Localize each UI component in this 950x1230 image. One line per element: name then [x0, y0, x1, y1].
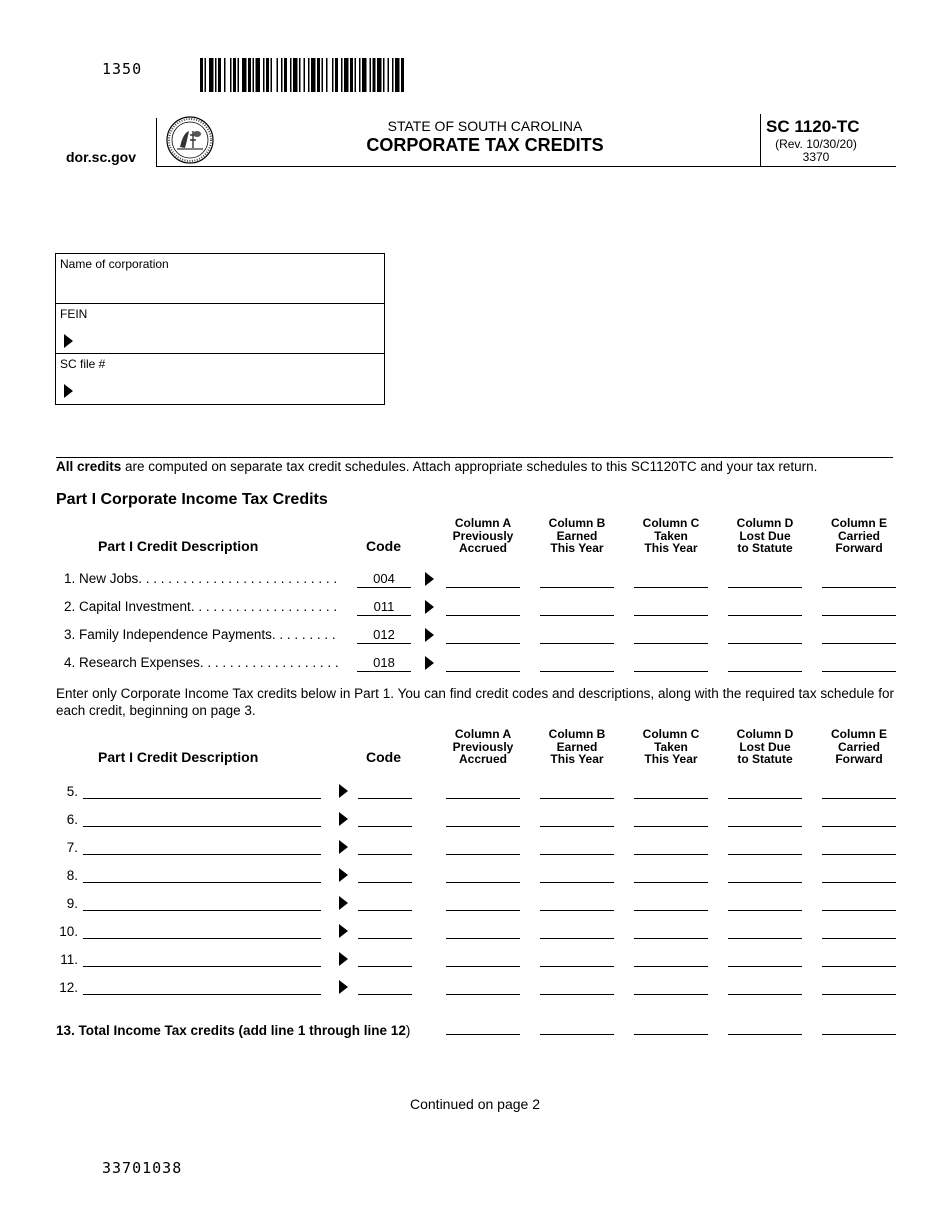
description-header: Part I Credit Description: [98, 749, 259, 765]
barcode-bar: [266, 58, 269, 92]
arrow-icon: [425, 656, 434, 670]
line-10-column-d-entry[interactable]: [728, 938, 802, 939]
line-number: 8.: [66, 868, 78, 883]
line-8-code-entry[interactable]: [358, 882, 412, 883]
line-9-code-entry[interactable]: [358, 910, 412, 911]
instruction-note: Enter only Corporate Income Tax credits below in Part 1. You can find credit codes and descriptions, along with the required tax schedule for each credit, beginning on page 3.: [56, 686, 894, 718]
column-header-line: to Statute: [737, 541, 793, 555]
line-13-column-b-entry[interactable]: [540, 1034, 614, 1035]
barcode-bar: [377, 58, 382, 92]
column-header: [720, 728, 810, 766]
column-header-line: Column A: [454, 516, 512, 530]
fein-label: FEIN: [60, 307, 88, 321]
barcode-bar: [388, 58, 390, 92]
line-11-code-entry[interactable]: [358, 966, 412, 967]
line-11-column-c-entry[interactable]: [634, 966, 708, 967]
code-header: Code: [366, 538, 401, 554]
barcode-bar: [218, 58, 221, 92]
line-5-column-e-entry[interactable]: [822, 798, 896, 799]
line-10-column-e-entry[interactable]: [822, 938, 896, 939]
line-2-column-d-entry[interactable]: [728, 615, 802, 616]
column-header-line: Column C: [642, 516, 700, 530]
barcode-bar: [242, 58, 247, 92]
line-13-column-a-entry[interactable]: [446, 1034, 520, 1035]
barcode-bar: [200, 58, 203, 92]
barcode-bar: [332, 58, 334, 92]
line-12-column-b-entry[interactable]: [540, 994, 614, 995]
line-6-description-entry[interactable]: [83, 826, 321, 827]
line-4-column-c-entry[interactable]: [634, 671, 708, 672]
line-10-column-b-entry[interactable]: [540, 938, 614, 939]
column-header-line: Column E: [831, 727, 887, 741]
barcode-bar: [281, 58, 283, 92]
arrow-icon: [425, 628, 434, 642]
line-1-column-c-entry[interactable]: [634, 587, 708, 588]
column-header-line: Earned: [556, 528, 598, 543]
line-number: 9.: [66, 896, 78, 911]
barcode-bar: [277, 58, 279, 92]
identification-box: [55, 253, 385, 405]
line-8-description-entry[interactable]: [83, 882, 321, 883]
description-header: Part I Credit Description: [98, 538, 259, 554]
barcode-bar: [209, 58, 214, 92]
line-6-column-c-entry[interactable]: [634, 826, 708, 827]
line-12-column-c-entry[interactable]: [634, 994, 708, 995]
line-number: 10.: [59, 924, 78, 939]
form-number: 1350: [102, 60, 143, 78]
column-header-line: Column C: [642, 727, 700, 741]
barcode: [200, 58, 470, 92]
arrow-icon: [339, 924, 348, 938]
barcode-bar: [359, 58, 361, 92]
barcode-bar: [224, 58, 226, 92]
line-12-column-e-entry[interactable]: [822, 994, 896, 995]
state-seal-icon: [165, 115, 215, 165]
column-header-line: Carried: [837, 528, 881, 543]
barcode-bar: [311, 58, 316, 92]
website: dor.sc.gov: [66, 149, 137, 165]
line-9-description-entry[interactable]: [83, 910, 321, 911]
name-of-corporation-field[interactable]: [56, 254, 384, 304]
arrow-icon: [339, 784, 348, 798]
barcode-bar: [293, 58, 298, 92]
line-7-column-d-entry[interactable]: [728, 854, 802, 855]
line-8-column-e-entry[interactable]: [822, 882, 896, 883]
column-header: [438, 728, 528, 766]
line-9-column-a-entry[interactable]: [446, 910, 520, 911]
line-1-column-d-entry[interactable]: [728, 587, 802, 588]
column-header-line: Carried: [837, 739, 881, 754]
column-header-line: Taken: [654, 528, 688, 543]
column-header-line: Column B: [548, 516, 606, 530]
column-header-line: Column A: [454, 727, 512, 741]
page-title: CORPORATE TAX CREDITS: [366, 135, 604, 155]
line-5-column-a-entry[interactable]: [446, 798, 520, 799]
line-4-column-b-entry[interactable]: [540, 671, 614, 672]
column-header-line: Previously: [452, 739, 514, 754]
column-header-line: Forward: [835, 752, 883, 766]
column-header-line: This Year: [550, 541, 604, 555]
barcode-bar: [238, 58, 240, 92]
line-10-code-entry[interactable]: [358, 938, 412, 939]
barcode-bar: [248, 58, 251, 92]
arrow-icon: [425, 572, 434, 586]
intro-rest: are computed on separate tax credit schedules. Attach appropriate schedules to this SC1120TC and your tax return.: [121, 459, 818, 474]
line-4-column-a-entry[interactable]: [446, 671, 520, 672]
line-2-column-e-entry[interactable]: [822, 615, 896, 616]
column-header: [626, 517, 716, 555]
barcode-bar: [344, 58, 349, 92]
line-6-code-entry[interactable]: [358, 826, 412, 827]
line-4-column-d-entry[interactable]: [728, 671, 802, 672]
column-header-line: Accrued: [458, 541, 508, 555]
arrow-icon: [339, 952, 348, 966]
column-header-line: This Year: [644, 541, 698, 555]
line-5-code-entry[interactable]: [358, 798, 412, 799]
code-header: Code: [366, 749, 401, 765]
line-3-column-b-entry[interactable]: [540, 643, 614, 644]
line-8-column-a-entry[interactable]: [446, 882, 520, 883]
line-7-column-a-entry[interactable]: [446, 854, 520, 855]
column-header-line: This Year: [644, 752, 698, 766]
line-9-column-e-entry[interactable]: [822, 910, 896, 911]
column-header-line: Previously: [452, 528, 514, 543]
code-divider: [760, 114, 761, 166]
line-9-column-b-entry[interactable]: [540, 910, 614, 911]
arrow-icon: [425, 600, 434, 614]
barcode-bar: [322, 58, 324, 92]
part-1-title: Part I Corporate Income Tax Credits: [56, 491, 328, 508]
line-label: 4. Research Expenses. . . . . . . . . . . . . . . . . . .: [64, 655, 339, 670]
line-9-column-d-entry[interactable]: [728, 910, 802, 911]
line-12-column-d-entry[interactable]: [728, 994, 802, 995]
line-3-column-a-entry[interactable]: [446, 643, 520, 644]
arrow-icon: [339, 840, 348, 854]
column-header-line: Column B: [548, 727, 606, 741]
line-11-description-entry[interactable]: [83, 966, 321, 967]
barcode-bar: [317, 58, 320, 92]
barcode-bar: [230, 58, 232, 92]
column-header: [438, 517, 528, 555]
header-divider: [156, 118, 157, 166]
barcode-bar: [395, 58, 400, 92]
column-header-line: Lost Due: [739, 528, 791, 543]
line-11-column-a-entry[interactable]: [446, 966, 520, 967]
line-7-column-c-entry[interactable]: [634, 854, 708, 855]
line-10-description-entry[interactable]: [83, 938, 321, 939]
line-1-column-b-entry[interactable]: [540, 587, 614, 588]
line-number: 6.: [66, 812, 78, 827]
barcode-bar: [392, 58, 394, 92]
fein-field[interactable]: [56, 304, 384, 354]
total-label: [56, 1023, 410, 1038]
barcode-bar: [205, 58, 207, 92]
line-10-column-a-entry[interactable]: [446, 938, 520, 939]
line-6-column-a-entry[interactable]: [446, 826, 520, 827]
credit-code: 018: [357, 655, 411, 672]
line-5-column-d-entry[interactable]: [728, 798, 802, 799]
arrow-icon: [339, 868, 348, 882]
line-5-column-b-entry[interactable]: [540, 798, 614, 799]
line-6-column-b-entry[interactable]: [540, 826, 614, 827]
line-6-column-d-entry[interactable]: [728, 826, 802, 827]
line-3-column-e-entry[interactable]: [822, 643, 896, 644]
total-text: 13. Total Income Tax credits (add line 1 through line 12: [56, 1023, 406, 1038]
barcode-bar: [253, 58, 255, 92]
line-label: 1. New Jobs. . . . . . . . . . . . . . . . . . . . . . . . . . .: [64, 571, 338, 586]
revision-block: [764, 138, 868, 164]
total-paren: ): [405, 1023, 411, 1038]
line-3-column-c-entry[interactable]: [634, 643, 708, 644]
name-label: Name of corporation: [60, 257, 169, 271]
line-number: 7.: [66, 840, 78, 855]
line-11-column-e-entry[interactable]: [822, 966, 896, 967]
intro-rule: [56, 457, 893, 458]
sub-code: 3370: [802, 150, 830, 164]
revision: (Rev. 10/30/20): [775, 137, 857, 151]
line-2-column-a-entry[interactable]: [446, 615, 520, 616]
line-6-column-e-entry[interactable]: [822, 826, 896, 827]
line-label: 3. Family Independence Payments. . . . . . . . .: [64, 627, 336, 642]
barcode-bar: [355, 58, 357, 92]
line-12-column-a-entry[interactable]: [446, 994, 520, 995]
line-13-column-e-entry[interactable]: [822, 1034, 896, 1035]
line-12-description-entry[interactable]: [83, 994, 321, 995]
line-1-column-a-entry[interactable]: [446, 587, 520, 588]
column-header-line: Column D: [736, 727, 794, 741]
line-number: 12.: [59, 980, 78, 995]
line-8-column-c-entry[interactable]: [634, 882, 708, 883]
line-3-column-d-entry[interactable]: [728, 643, 802, 644]
intro-bold: All credits: [56, 459, 122, 474]
line-5-column-c-entry[interactable]: [634, 798, 708, 799]
column-header: [720, 517, 810, 555]
form-code: SC 1120-TC: [766, 117, 860, 136]
line-9-column-c-entry[interactable]: [634, 910, 708, 911]
barcode-bar: [335, 58, 338, 92]
line-7-column-b-entry[interactable]: [540, 854, 614, 855]
arrow-icon: [64, 334, 73, 348]
arrow-icon: [64, 384, 73, 398]
column-header-line: This Year: [550, 752, 604, 766]
barcode-bar: [370, 58, 372, 92]
credit-code: 011: [357, 599, 411, 616]
intro-text: [56, 459, 817, 474]
barcode-bar: [350, 58, 353, 92]
line-2-column-b-entry[interactable]: [540, 615, 614, 616]
line-12-code-entry[interactable]: [358, 994, 412, 995]
barcode-bar: [233, 58, 236, 92]
line-10-column-c-entry[interactable]: [634, 938, 708, 939]
barcode-bar: [308, 58, 310, 92]
barcode-bar: [304, 58, 306, 92]
line-5-description-entry[interactable]: [83, 798, 321, 799]
line-7-code-entry[interactable]: [358, 854, 412, 855]
line-8-column-b-entry[interactable]: [540, 882, 614, 883]
barcode-bar: [256, 58, 261, 92]
file-label: SC file #: [60, 357, 106, 371]
column-header: [532, 517, 622, 555]
column-header: [532, 728, 622, 766]
column-header: [626, 728, 716, 766]
barcode-bar: [290, 58, 292, 92]
barcode-bar: [215, 58, 217, 92]
barcode-bar: [341, 58, 343, 92]
continued-note: Continued on page 2: [410, 1096, 540, 1112]
line-7-column-e-entry[interactable]: [822, 854, 896, 855]
column-header: [814, 728, 904, 766]
barcode-bar: [362, 58, 367, 92]
barcode-bar: [383, 58, 385, 92]
line-13-column-d-entry[interactable]: [728, 1034, 802, 1035]
line-label: 2. Capital Investment. . . . . . . . . . . . . . . . . . . .: [64, 599, 338, 614]
line-number: 5.: [66, 784, 78, 799]
credit-code: 004: [357, 571, 411, 588]
column-header-line: Earned: [556, 739, 598, 754]
line-1-column-e-entry[interactable]: [822, 587, 896, 588]
line-2-column-c-entry[interactable]: [634, 615, 708, 616]
barcode-bar: [299, 58, 301, 92]
arrow-icon: [339, 896, 348, 910]
line-7-description-entry[interactable]: [83, 854, 321, 855]
bottom-form-number: 33701038: [102, 1159, 183, 1177]
barcode-bar: [326, 58, 328, 92]
column-header-line: to Statute: [737, 752, 793, 766]
line-11-column-d-entry[interactable]: [728, 966, 802, 967]
line-11-column-b-entry[interactable]: [540, 966, 614, 967]
barcode-bar: [284, 58, 287, 92]
state-name: STATE OF SOUTH CAROLINA: [387, 118, 583, 134]
column-header-line: Taken: [654, 739, 688, 754]
line-8-column-d-entry[interactable]: [728, 882, 802, 883]
column-header: [814, 517, 904, 555]
column-header-line: Column E: [831, 516, 887, 530]
credit-code: 012: [357, 627, 411, 644]
barcode-bar: [401, 58, 404, 92]
column-header-line: Column D: [736, 516, 794, 530]
column-header-line: Lost Due: [739, 739, 791, 754]
column-header-line: Accrued: [458, 752, 508, 766]
column-header-line: Forward: [835, 541, 883, 555]
barcode-bar: [263, 58, 265, 92]
barcode-bar: [271, 58, 273, 92]
arrow-icon: [339, 980, 348, 994]
sc-file-field[interactable]: [56, 354, 384, 404]
line-13-column-c-entry[interactable]: [634, 1034, 708, 1035]
arrow-icon: [339, 812, 348, 826]
header-rule: [156, 166, 896, 167]
line-number: 11.: [60, 952, 78, 967]
line-4-column-e-entry[interactable]: [822, 671, 896, 672]
barcode-bar: [373, 58, 376, 92]
